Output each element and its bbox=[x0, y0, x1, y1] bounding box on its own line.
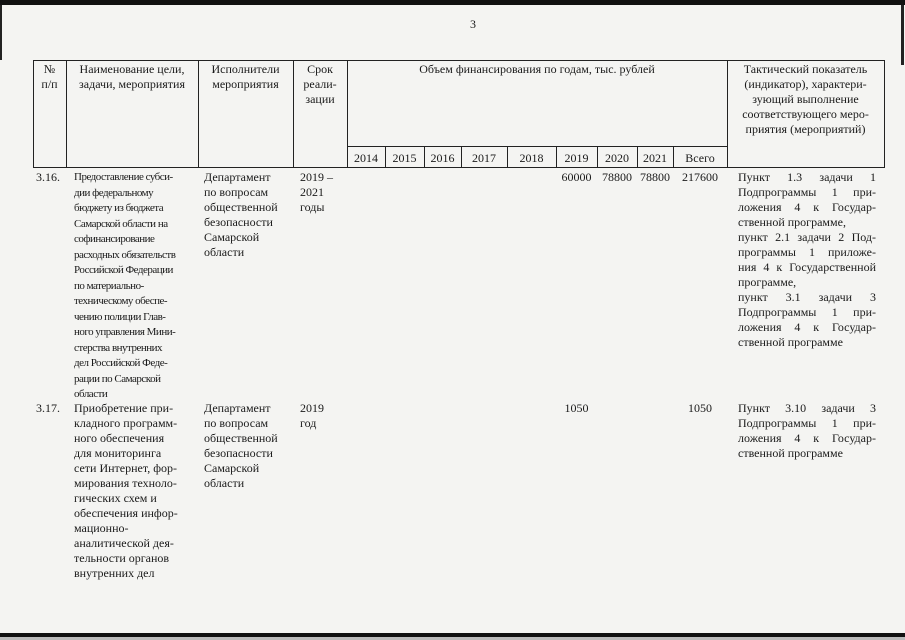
value-total: 1050 bbox=[688, 401, 712, 415]
year-total: Всего bbox=[685, 151, 715, 165]
header-name: Наименование цели, задачи, мероприятия bbox=[79, 62, 185, 91]
header-indicator: Тактический показатель (индикатор), характери- зующий выполнение соответствующего меро- приятия (мероприятий) bbox=[742, 62, 869, 136]
year-2016: 2016 bbox=[430, 151, 455, 165]
row-name: Предоставление субси- дии федеральному бюджету из бюджета Самарской области на софинансирование расходных обязательств Российской Федерации по материально- техническому обеспе- чению полиции Глав- ного управления Мини- стерства внутренних дел Российской Феде- рации по Самарской области bbox=[74, 171, 176, 400]
row-indicator: Пункт 3.10 задачи 3 Подпрограммы 1 при- ложения 4 к Государ- ственной программе bbox=[738, 401, 876, 460]
row-number: 3.17. bbox=[36, 401, 60, 415]
year-2020: 2020 bbox=[605, 151, 629, 165]
row-name: Приобретение при- кладного программ- ного обеспечения для мониторинга сети Интернет, фор- мирования техноло- гических схем и обеспечения инфор- мационно- аналитической дея- тельности органов внутренних дел bbox=[74, 401, 178, 580]
year-2019: 2019 bbox=[564, 151, 589, 165]
header-financing: Объем финансирования по годам, тыс. рублей bbox=[419, 62, 655, 76]
year-2021: 2021 bbox=[643, 151, 667, 165]
row-term: 2019 год bbox=[300, 401, 324, 430]
year-2015: 2015 bbox=[392, 151, 417, 165]
row-executors: Департамент по вопросам общественной безопасности Самарской области bbox=[204, 170, 278, 259]
year-2017: 2017 bbox=[472, 151, 496, 165]
scan-top-border bbox=[0, 0, 905, 5]
header-number: № п/п bbox=[41, 62, 58, 91]
year-2018: 2018 bbox=[519, 151, 544, 165]
value-2021: 78800 bbox=[640, 170, 670, 184]
scan-left-edge bbox=[0, 5, 2, 60]
row-term: 2019 – 2021 годы bbox=[300, 170, 333, 214]
scan-right-edge bbox=[901, 5, 904, 65]
page-number: 3 bbox=[470, 17, 476, 31]
value-total: 217600 bbox=[682, 170, 718, 184]
value-2019: 60000 bbox=[561, 170, 592, 184]
value-2019: 1050 bbox=[564, 401, 589, 415]
row-executors: Департамент по вопросам общественной безопасности Самарской области bbox=[204, 401, 278, 490]
value-2020: 78800 bbox=[602, 170, 632, 184]
year-2014: 2014 bbox=[354, 151, 378, 165]
header-executors: Исполнители мероприятия bbox=[211, 62, 280, 91]
row-indicator: Пункт 1.3 задачи 1 Подпрограммы 1 при- ложения 4 к Государ- ственной программе, пункт 2.1 задачи 2 Под- программы 1 приложе- ния 4 к Государственной программе, пункт 3.1 задачи 3 Подпрограммы 1 при- ложения 4 к Государ- ственной программе bbox=[738, 170, 876, 349]
row-number: 3.16. bbox=[36, 170, 60, 184]
header-term: Срок реали- зации bbox=[303, 62, 337, 106]
